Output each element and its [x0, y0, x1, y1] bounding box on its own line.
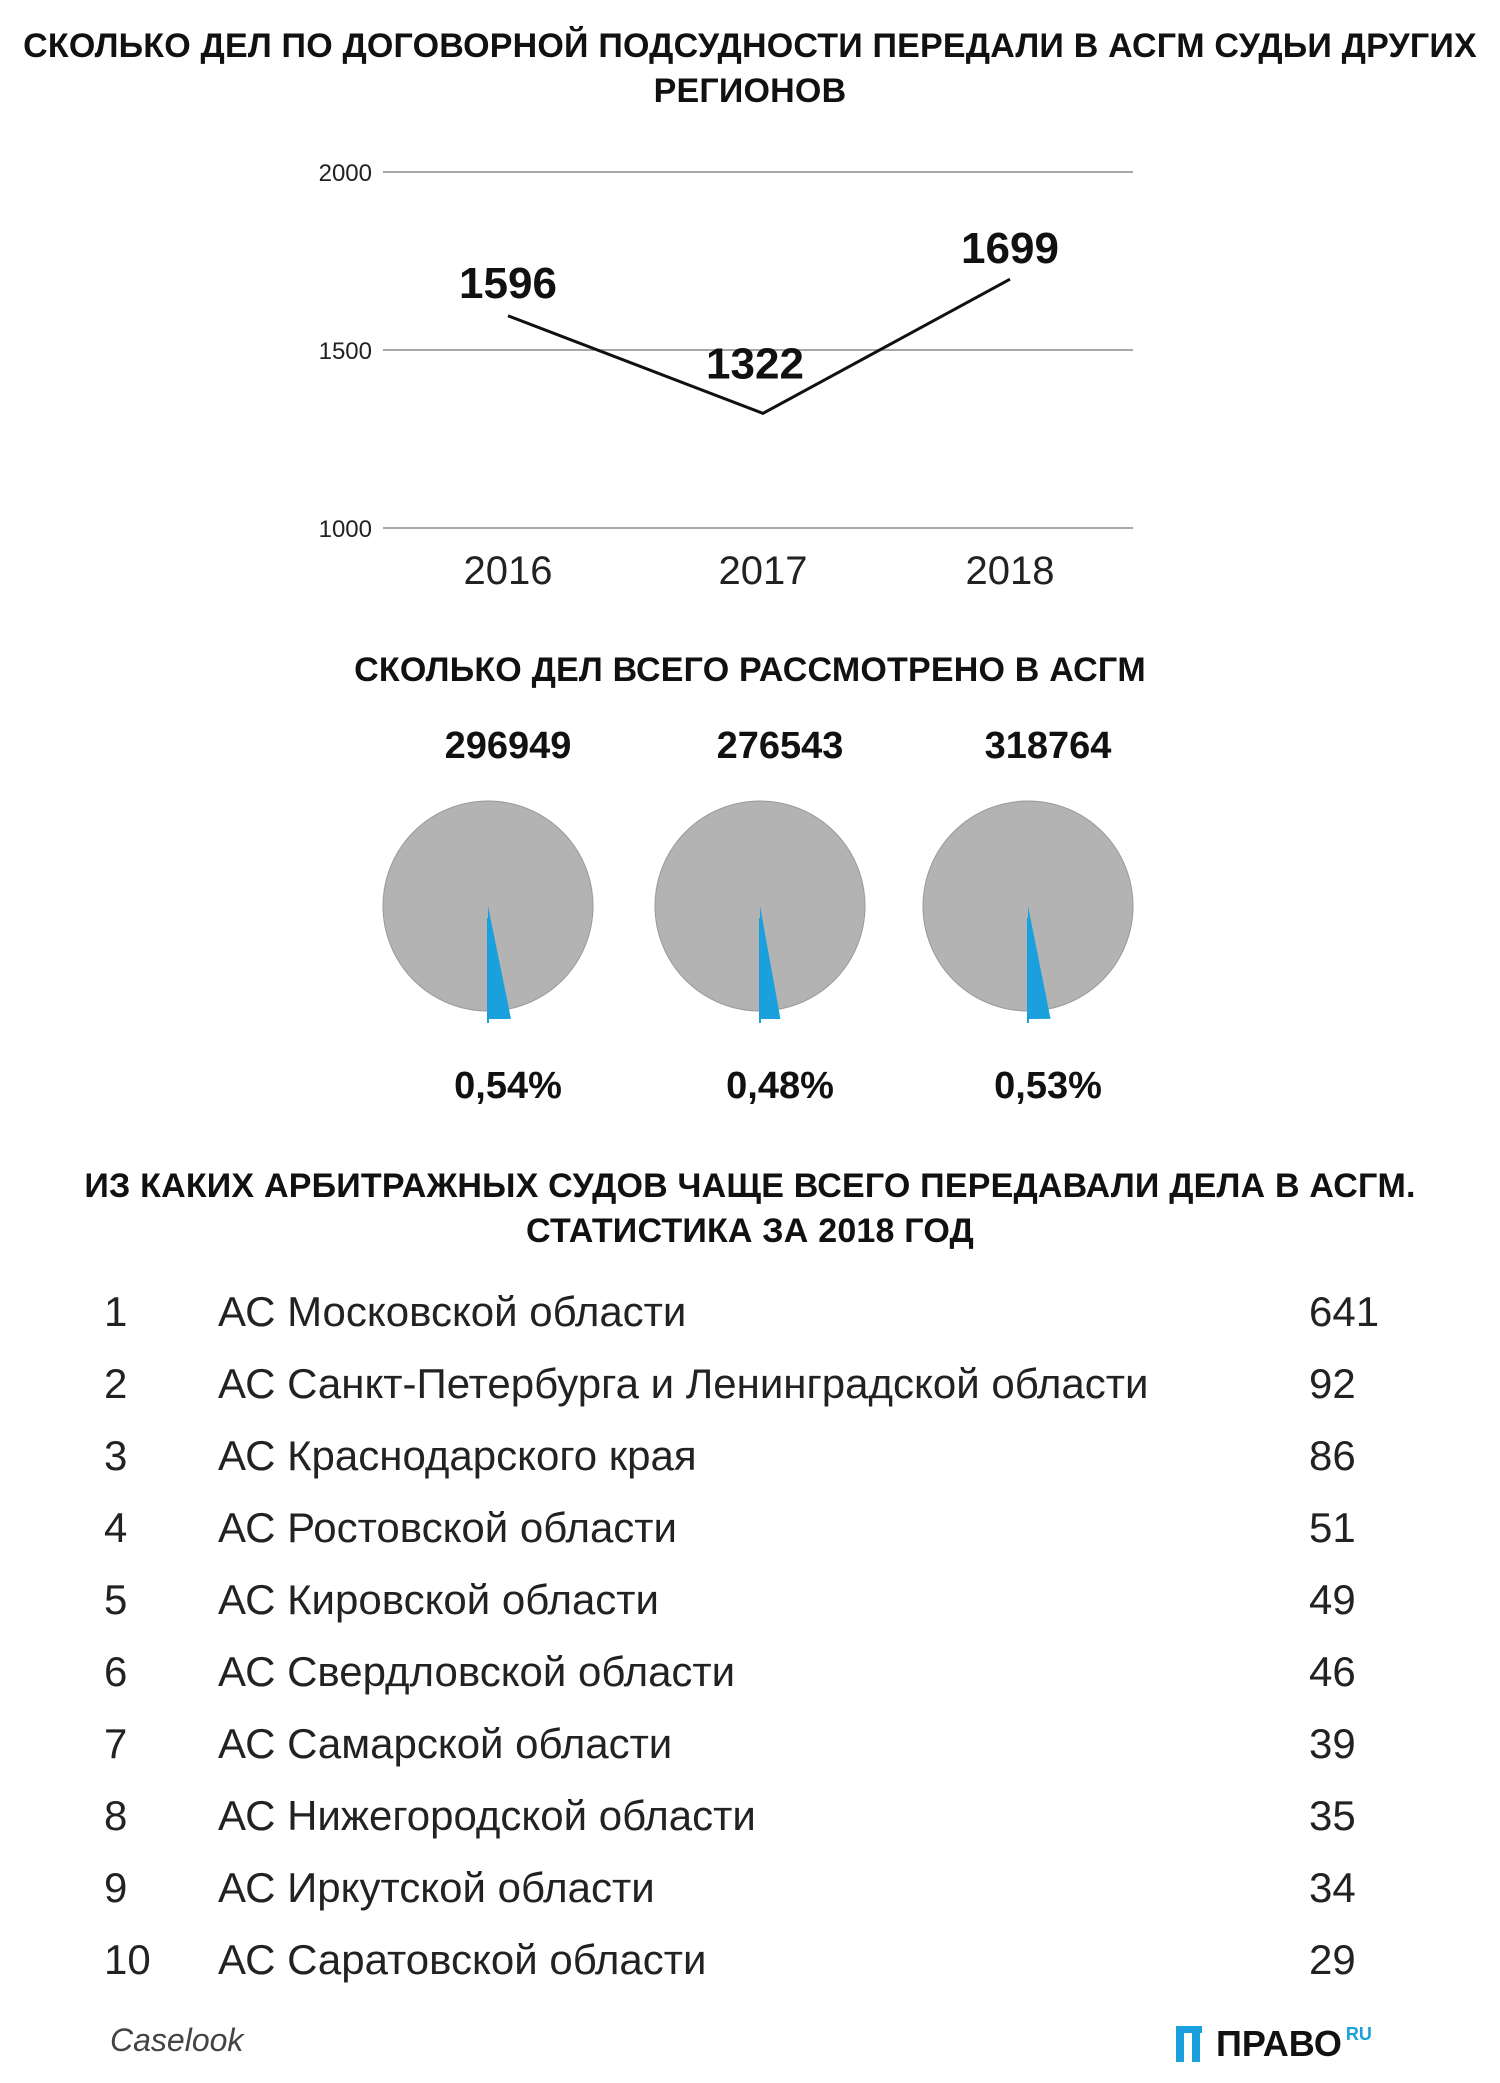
source-caption: Caselook — [110, 2022, 244, 2058]
table-row — [0, 1492, 1500, 1564]
case-count: 34 — [1309, 1864, 1356, 1911]
table-row — [0, 1420, 1500, 1492]
line-chart-title: СКОЛЬКО ДЕЛ ПО ДОГОВОРНОЙ ПОДСУДНОСТИ ПЕРЕДАЛИ В АСГМ СУДЬИ ДРУГИХ РЕГИОНОВ — [23, 27, 1477, 110]
table-row — [0, 1276, 1500, 1348]
case-count: 86 — [1309, 1432, 1356, 1479]
pie-share-label: 0,53% — [994, 1065, 1102, 1107]
data-label: 1322 — [706, 339, 804, 389]
data-label: 1699 — [961, 224, 1059, 274]
x-tick-label: 2017 — [718, 549, 808, 593]
case-count: 29 — [1309, 1936, 1356, 1983]
case-count: 92 — [1309, 1360, 1356, 1407]
pie-section-title: СКОЛЬКО ДЕЛ ВСЕГО РАССМОТРЕНО В АСГМ — [354, 651, 1146, 689]
rank-number: 3 — [104, 1432, 128, 1479]
table-row — [0, 1852, 1500, 1924]
pie-total-label: 296949 — [444, 725, 572, 767]
rank-number: 4 — [104, 1504, 128, 1551]
rank-number: 2 — [104, 1360, 128, 1407]
y-tick-label: 1500 — [318, 338, 372, 365]
pravo-ru-logo — [1176, 2022, 1372, 2066]
case-count: 35 — [1309, 1792, 1356, 1839]
rank-number: 5 — [104, 1576, 128, 1623]
table-row — [0, 1780, 1500, 1852]
rank-number: 10 — [104, 1936, 151, 1983]
rank-number: 6 — [104, 1648, 128, 1695]
court-name: АС Краснодарского края — [218, 1432, 697, 1479]
pie-share-label: 0,54% — [454, 1065, 562, 1107]
table-row — [0, 1636, 1500, 1708]
rank-number: 8 — [104, 1792, 128, 1839]
logo-suffix: RU — [1345, 2024, 1372, 2044]
x-tick-label: 2018 — [965, 549, 1055, 593]
case-count: 39 — [1309, 1720, 1356, 1767]
table-row — [0, 1348, 1500, 1420]
ranking-title: ИЗ КАКИХ АРБИТРАЖНЫХ СУДОВ ЧАЩЕ ВСЕГО ПЕРЕДАВАЛИ ДЕЛА В АСГМ. СТАТИСТИКА ЗА 2018 ГОД — [84, 1167, 1416, 1250]
table-row — [0, 1708, 1500, 1780]
court-name: АС Ростовской области — [218, 1504, 678, 1551]
y-tick-label: 1000 — [318, 516, 372, 543]
case-count: 46 — [1309, 1648, 1356, 1695]
line-chart — [0, 140, 1500, 610]
court-name: АС Нижегородской области — [218, 1792, 756, 1839]
table-row — [0, 1564, 1500, 1636]
rank-number: 9 — [104, 1864, 128, 1911]
x-tick-label: 2016 — [463, 549, 553, 593]
rank-number: 1 — [104, 1288, 128, 1335]
court-name: АС Самарской области — [218, 1720, 673, 1767]
data-label: 1596 — [459, 258, 557, 308]
court-name: АС Иркутской области — [218, 1864, 655, 1911]
pie-charts — [0, 700, 1500, 1130]
rank-number: 7 — [104, 1720, 128, 1767]
pie-total-label: 276543 — [716, 725, 844, 767]
pie-total-label: 318764 — [984, 725, 1112, 767]
case-count: 49 — [1309, 1576, 1356, 1623]
pravo-logo-icon — [1176, 2026, 1206, 2066]
logo-text: ПРАВО — [1216, 2023, 1342, 2064]
case-count: 641 — [1309, 1288, 1380, 1335]
court-name: АС Московской области — [218, 1288, 687, 1335]
case-count: 51 — [1309, 1504, 1356, 1551]
court-name: АС Свердловской области — [218, 1648, 736, 1695]
y-tick-label: 2000 — [318, 160, 372, 187]
pie-share-label: 0,48% — [726, 1065, 834, 1107]
court-name: АС Саратовской области — [218, 1936, 707, 1983]
court-name: АС Кировской области — [218, 1576, 659, 1623]
table-row — [0, 1924, 1500, 1996]
court-name: АС Санкт-Петербурга и Ленинградской области — [218, 1360, 1149, 1407]
